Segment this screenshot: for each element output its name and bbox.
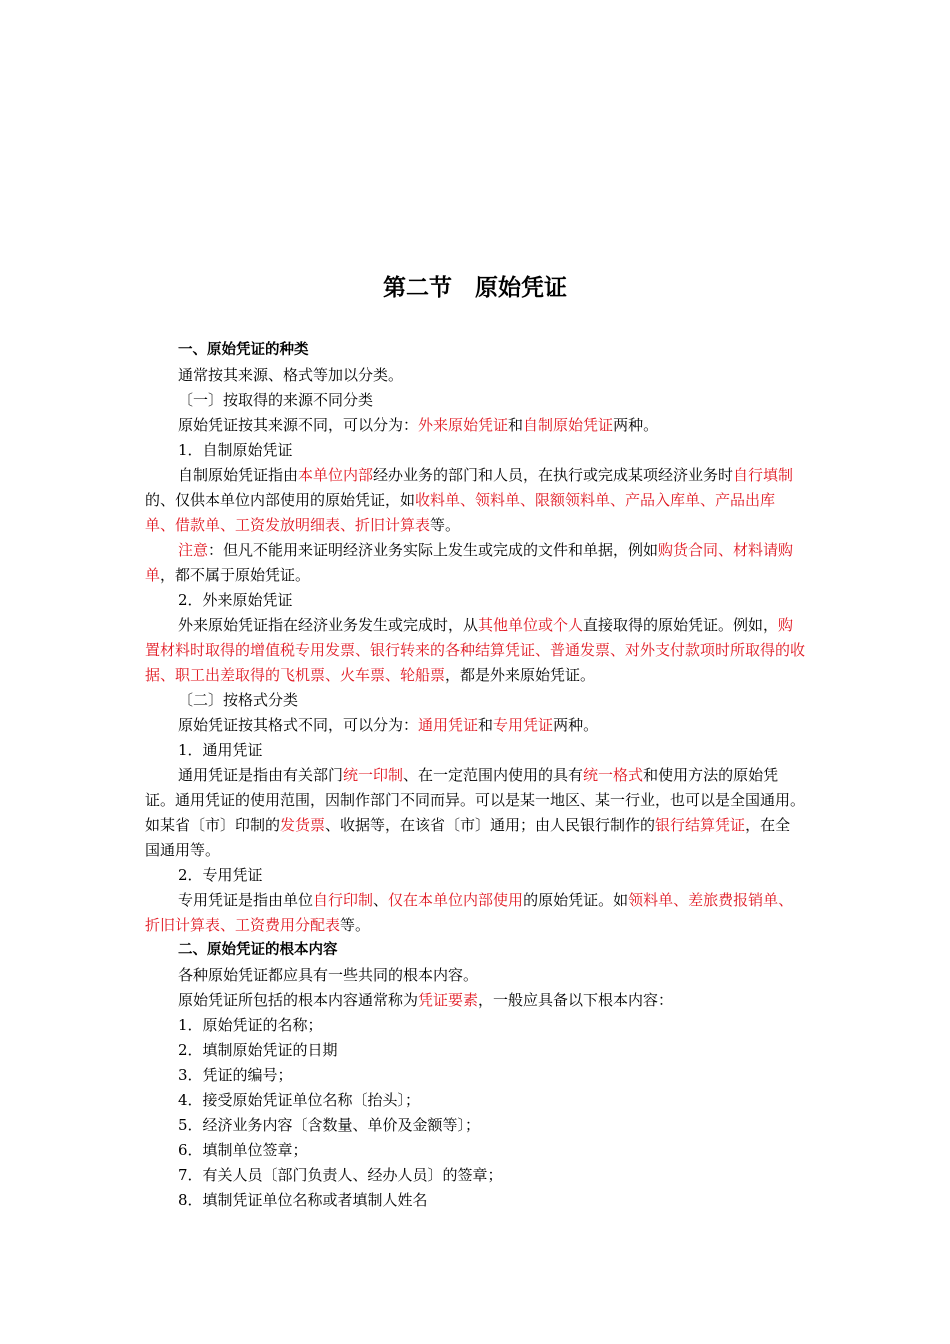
text-run: 通常按其来源、格式等加以分类。 (178, 366, 404, 384)
highlighted-text: 注意 (178, 541, 209, 559)
highlighted-text: 专用凭证 (493, 716, 554, 734)
text-run: 二、原始凭证的根本内容 (178, 942, 338, 958)
text-run: 、收据等，在该省〔市〕通用；由人民银行制作的 (325, 816, 656, 834)
paragraph (145, 1013, 805, 1038)
highlighted-text: 银行结算凭证 (655, 816, 746, 834)
paragraph (145, 588, 805, 613)
text-run: 等。 (430, 516, 461, 534)
highlighted-text: 领料单、差旅费报销单、折旧计算表、工资费用分配表 (145, 891, 794, 934)
text-run: 3．凭证的编号； (178, 1066, 293, 1084)
text-run: 1．通用凭证 (178, 741, 263, 759)
text-run: 2．外来原始凭证 (178, 591, 293, 609)
highlighted-text: 外来原始凭证 (418, 416, 509, 434)
highlighted-text: 收料单、领料单、限额领料单、产品入库单、产品出库单、借款单、工资发放明细表、折旧计算表 (145, 491, 776, 534)
text-run: 原始凭证所包括的根本内容通常称为 (178, 991, 419, 1009)
highlighted-text: 仅在本单位内部使用 (388, 891, 524, 909)
text-run: 〔一〕按取得的来源不同分类 (178, 391, 374, 409)
text-run: 8．填制凭证单位名称或者填制人姓名 (178, 1191, 428, 1209)
highlighted-text: 自行印制 (313, 891, 374, 909)
section-heading (145, 338, 805, 363)
text-run: 7．有关人员〔部门负责人、经办人员〕的签章； (178, 1166, 503, 1184)
paragraph (145, 763, 805, 863)
highlighted-text: 通用凭证 (418, 716, 479, 734)
highlighted-text: 购货合同、材料请购单 (145, 541, 794, 584)
paragraph (145, 1188, 805, 1213)
text-run: 1．原始凭证的名称； (178, 1016, 323, 1034)
text-run: 4．接受原始凭证单位名称〔抬头〕； (178, 1091, 421, 1109)
highlighted-text: 其他单位或个人 (478, 616, 584, 634)
text-run: 一、原始凭证的种类 (178, 342, 309, 358)
paragraph (145, 413, 805, 438)
text-run: 直接取得的原始凭证。例如， (583, 616, 779, 634)
section-title: 第二节 原始凭证 (383, 275, 567, 301)
paragraph (145, 738, 805, 763)
text-run: 等。 (340, 916, 371, 934)
highlighted-text: 自制原始凭证 (523, 416, 614, 434)
paragraph (145, 1113, 805, 1138)
paragraph (145, 1138, 805, 1163)
text-run: 6．填制单位签章； (178, 1141, 308, 1159)
paragraph (145, 1063, 805, 1088)
text-run: 各种原始凭证都应具有一些共同的根本内容。 (178, 966, 479, 984)
text-run: 外来原始凭证指在经济业务发生或完成时，从 (178, 616, 479, 634)
paragraph (145, 963, 805, 988)
paragraph (145, 613, 805, 688)
text-run: 和使用方法的原始凭证。通用凭证的使用范围，因制作部门不同而异。可以是某一地区、某一行业，也可以是全国通用。如某省〔市〕印制的 (145, 766, 806, 834)
paragraph (145, 463, 805, 538)
paragraph (145, 713, 805, 738)
highlighted-text: 统一格式 (583, 766, 644, 784)
text-run: 和 (508, 416, 524, 434)
paragraph (145, 1088, 805, 1113)
text-run: 〔二〕按格式分类 (178, 691, 299, 709)
text-run: 自制原始凭证指由 (178, 466, 299, 484)
text-run: 、 (373, 891, 389, 909)
text-run: ，都是外来原始凭证。 (445, 666, 596, 684)
text-run: 2．专用凭证 (178, 866, 263, 884)
paragraph (145, 388, 805, 413)
paragraph (145, 863, 805, 888)
paragraph (145, 688, 805, 713)
text-run: 1．自制原始凭证 (178, 441, 293, 459)
text-run: 经办业务的部门和人员，在执行或完成某项经济业务时 (373, 466, 734, 484)
paragraph (145, 1163, 805, 1188)
text-run: 的原始凭证。如 (523, 891, 629, 909)
highlighted-text: 统一印制 (343, 766, 404, 784)
paragraph (145, 988, 805, 1013)
paragraph (145, 888, 805, 938)
text-run: 专用凭证是指由单位 (178, 891, 314, 909)
text-run: 两种。 (553, 716, 599, 734)
highlighted-text: 自行填制 (733, 466, 794, 484)
text-run: ，都不属于原始凭证。 (160, 566, 311, 584)
highlighted-text: 凭证要素 (418, 991, 479, 1009)
text-run: 原始凭证按其来源不同，可以分为： (178, 416, 419, 434)
text-run: 和 (478, 716, 494, 734)
text-run: 2．填制原始凭证的日期 (178, 1041, 338, 1059)
text-run: 原始凭证按其格式不同，可以分为： (178, 716, 419, 734)
text-run: 的、仅供本单位内部使用的原始凭证，如 (145, 491, 416, 509)
document-body (145, 338, 805, 1213)
paragraph (145, 438, 805, 463)
text-run: 、在一定范围内使用的具有 (403, 766, 584, 784)
paragraph (145, 538, 805, 588)
text-run: 两种。 (613, 416, 659, 434)
highlighted-text: 购置材料时取得的增值税专用发票、银行转来的各种结算凭证、普通发票、对外支付款项时所取得的收据、职工出差取得的飞机票、火车票、轮船票 (145, 616, 806, 684)
text-run: ，一般应具备以下根本内容： (478, 991, 674, 1009)
text-run: ，在全国通用等。 (145, 816, 791, 859)
paragraph (145, 1038, 805, 1063)
section-heading (145, 938, 805, 963)
text-run: 5．经济业务内容〔含数量、单价及金额等〕； (178, 1116, 481, 1134)
paragraph (145, 363, 805, 388)
highlighted-text: 本单位内部 (298, 466, 374, 484)
text-run: 通用凭证是指由有关部门 (178, 766, 344, 784)
text-run: ：但凡不能用来证明经济业务实际上发生或完成的文件和单据，例如 (208, 541, 659, 559)
highlighted-text: 发货票 (280, 816, 326, 834)
